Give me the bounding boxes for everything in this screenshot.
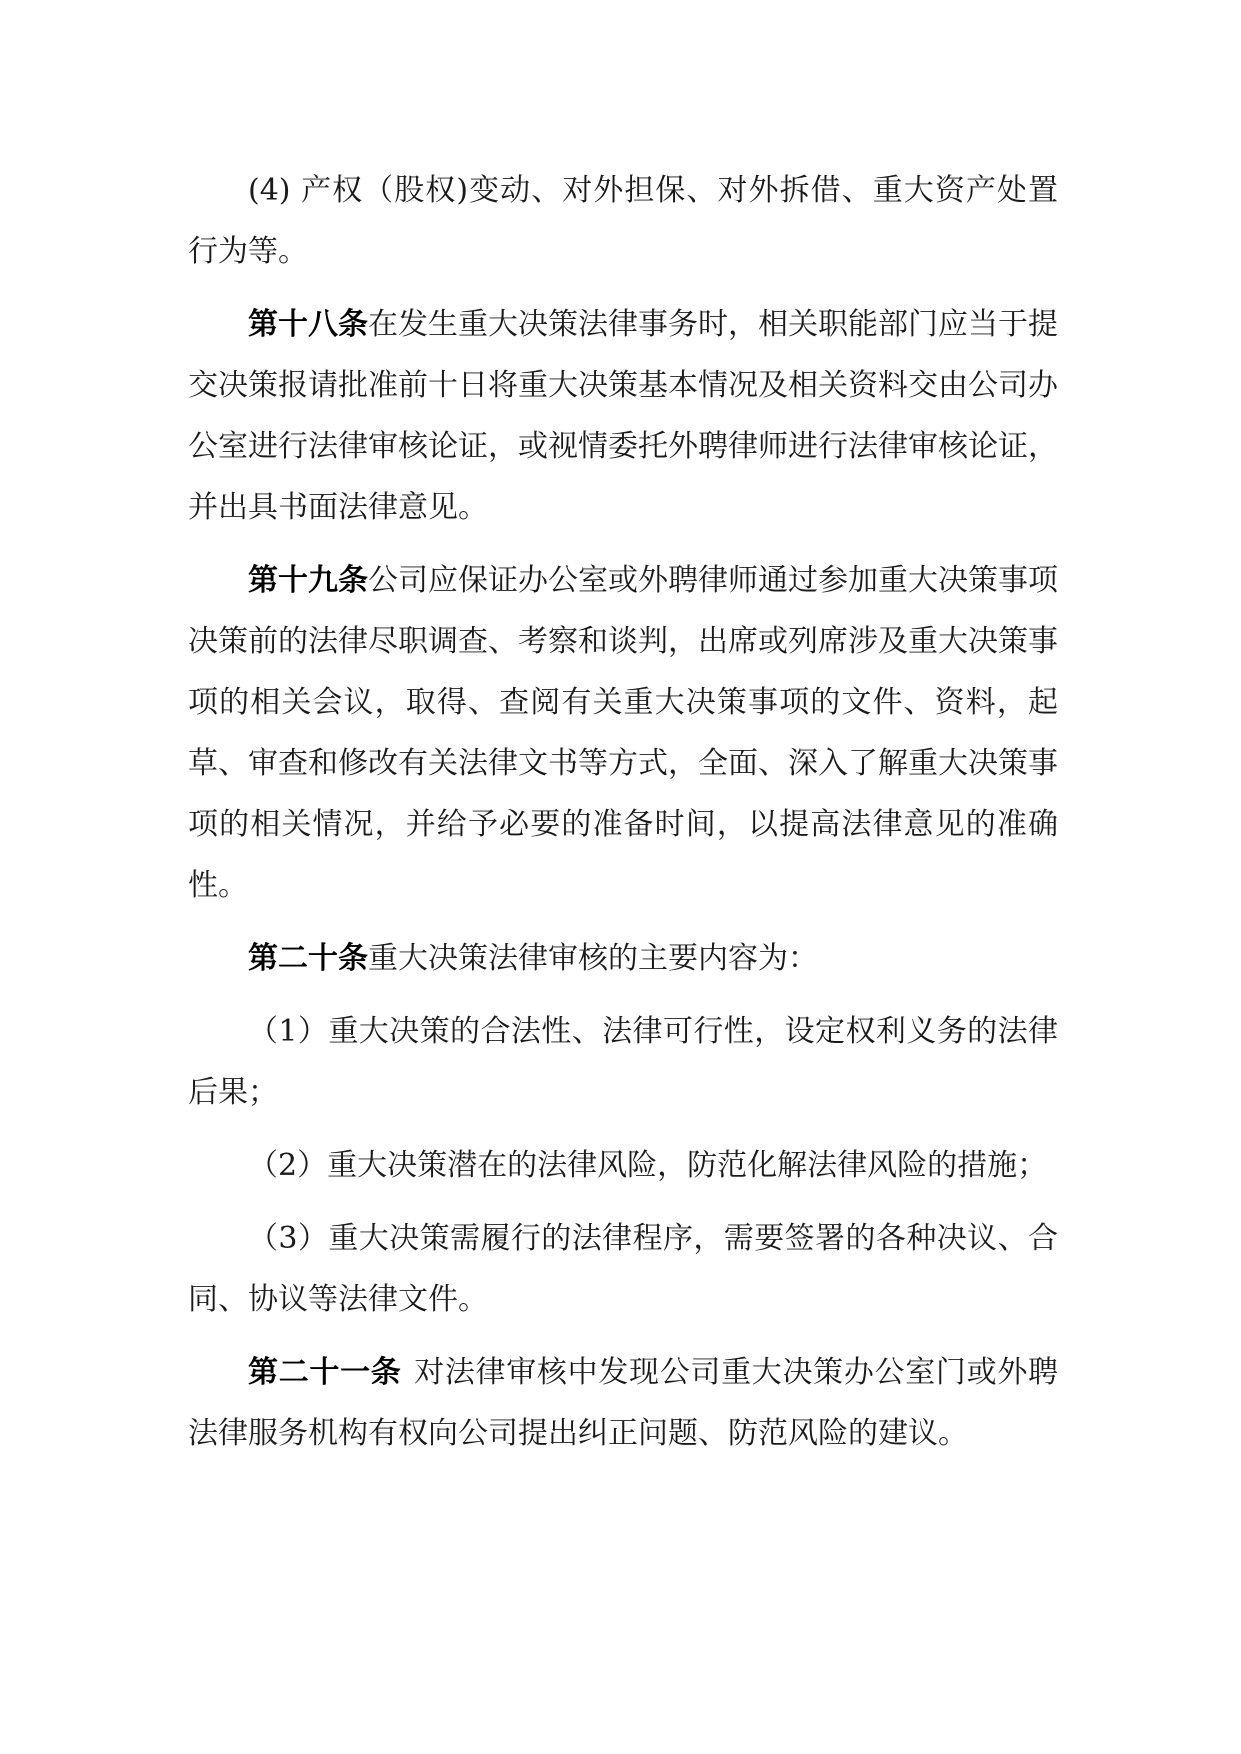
paragraph-text: （2）重大决策潜在的法律风险，防范化解法律风险的措施； (248, 1148, 1048, 1183)
paragraph-text: (4) 产权（股权)变动、对外担保、对外拆借、重大资产处置行为等。 (188, 173, 1058, 269)
paragraph-text: 对法律审核中发现公司重大决策办公室门或外聘法律服务机构有权向公司提出纠正问题、防范风险的建议。 (188, 1355, 1059, 1451)
paragraph-article-20-item-1 (188, 1001, 1058, 1123)
paragraph-text: （1）重大决策的合法性、法律可行性，设定权利义务的法律后果； (188, 1014, 1058, 1110)
document-body (188, 160, 1058, 1464)
paragraph-article-21 (188, 1342, 1058, 1464)
paragraph-article-20-item-2 (188, 1135, 1058, 1196)
paragraph-item-4 (188, 160, 1058, 282)
paragraph-article-18 (188, 294, 1058, 538)
article-heading: 第十九条 (248, 563, 368, 598)
paragraph-article-20 (188, 928, 1058, 989)
article-heading: 第二十条 (248, 941, 368, 976)
paragraph-article-20-item-3 (188, 1208, 1058, 1330)
paragraph-text: 在发生重大决策法律事务时，相关职能部门应当于提交决策报请批准前十日将重大决策基本情况及相关资料交由公司办公室进行法律审核论证，或视情委托外聘律师进行法律审核论证，并出具书面法律意见。 (188, 307, 1058, 525)
article-heading: 第十八条 (248, 307, 368, 342)
paragraph-text: （3）重大决策需履行的法律程序，需要签署的各种决议、合同、协议等法律文件。 (188, 1221, 1058, 1317)
paragraph-text: 公司应保证办公室或外聘律师通过参加重大决策事项决策前的法律尽职调查、考察和谈判，出席或列席涉及重大决策事项的相关会议，取得、查阅有关重大决策事项的文件、资料，起草、审查和修改有关法律文书等方式，全面、深入了解重大决策事项的相关情况，并给予必要的准备时间，以提高法律意见的准确性。 (188, 563, 1058, 903)
article-heading: 第二十一条 (248, 1355, 402, 1390)
paragraph-text: 重大决策法律审核的主要内容为： (368, 941, 818, 976)
paragraph-article-19 (188, 550, 1058, 916)
